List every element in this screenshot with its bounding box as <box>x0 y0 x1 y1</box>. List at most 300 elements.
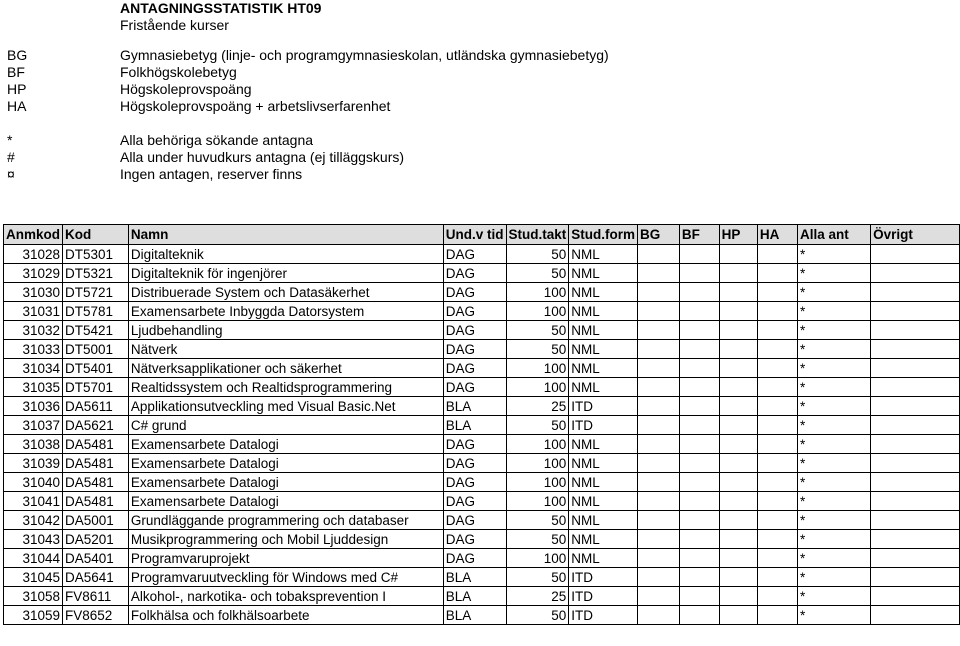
cell-ha <box>757 416 797 435</box>
cell-stud-takt: 100 <box>506 435 569 454</box>
cell-stud-takt: 50 <box>506 511 569 530</box>
cell-alla-ant: * <box>797 587 870 606</box>
cell-ovrigt <box>871 340 960 359</box>
cell-stud-form: NML <box>569 549 638 568</box>
cell-alla-ant: * <box>797 511 870 530</box>
cell-ha <box>757 264 797 283</box>
cell-alla-ant: * <box>797 473 870 492</box>
cell-bg <box>638 492 680 511</box>
cell-stud-form: NML <box>569 340 638 359</box>
cell-kod: FV8611 <box>63 587 129 606</box>
cell-kod: DA5481 <box>63 454 129 473</box>
table-row <box>4 435 960 454</box>
cell-undv-tid: BLA <box>443 587 506 606</box>
cell-undv-tid: DAG <box>443 378 506 397</box>
cell-undv-tid: DAG <box>443 454 506 473</box>
cell-alla-ant: * <box>797 264 870 283</box>
cell-namn: Programvaruprojekt <box>128 549 443 568</box>
cell-kod: DT5701 <box>63 378 129 397</box>
cell-ha <box>757 492 797 511</box>
cell-stud-takt: 50 <box>506 530 569 549</box>
cell-ovrigt <box>871 397 960 416</box>
cell-anmkod: 31039 <box>4 454 63 473</box>
cell-bf <box>679 530 719 549</box>
cell-anmkod: 31038 <box>4 435 63 454</box>
cell-bg <box>638 359 680 378</box>
cell-ovrigt <box>871 283 960 302</box>
cell-alla-ant: * <box>797 492 870 511</box>
legend-desc: Folkhögskolebetyg <box>120 64 237 80</box>
cell-bf <box>679 264 719 283</box>
cell-stud-takt: 50 <box>506 340 569 359</box>
cell-ovrigt <box>871 549 960 568</box>
legend-desc: Ingen antagen, reserver finns <box>120 166 303 182</box>
cell-bf <box>679 473 719 492</box>
page-subtitle: Fristående kurser <box>120 17 229 33</box>
cell-undv-tid: DAG <box>443 302 506 321</box>
cell-anmkod: 31030 <box>4 283 63 302</box>
legend-row <box>0 47 960 64</box>
cell-ovrigt <box>871 587 960 606</box>
cell-kod: DT5001 <box>63 340 129 359</box>
cell-bg <box>638 283 680 302</box>
cell-bg <box>638 264 680 283</box>
legend-row <box>0 149 960 166</box>
cell-stud-takt: 100 <box>506 549 569 568</box>
cell-ha <box>757 340 797 359</box>
cell-ha <box>757 568 797 587</box>
legend-code: * <box>7 132 13 148</box>
cell-stud-takt: 50 <box>506 245 569 264</box>
legend-code: # <box>7 149 15 165</box>
cell-kod: DA5611 <box>63 397 129 416</box>
cell-stud-form: NML <box>569 473 638 492</box>
col-namn-header: Namn <box>128 225 443 245</box>
cell-hp <box>719 302 757 321</box>
cell-kod: DA5621 <box>63 416 129 435</box>
cell-kod: DA5401 <box>63 549 129 568</box>
cell-undv-tid: BLA <box>443 416 506 435</box>
table-row <box>4 530 960 549</box>
cell-kod: DA5481 <box>63 492 129 511</box>
cell-stud-form: NML <box>569 435 638 454</box>
cell-bg <box>638 378 680 397</box>
cell-ovrigt <box>871 378 960 397</box>
cell-bf <box>679 245 719 264</box>
cell-namn: Applikationsutveckling med Visual Basic.Net <box>128 397 443 416</box>
cell-ha <box>757 454 797 473</box>
cell-ovrigt <box>871 359 960 378</box>
cell-namn: C# grund <box>128 416 443 435</box>
cell-stud-takt: 100 <box>506 302 569 321</box>
table-header-row <box>4 225 960 245</box>
cell-anmkod: 31032 <box>4 321 63 340</box>
legend-code: BF <box>7 64 25 80</box>
cell-ovrigt <box>871 606 960 625</box>
cell-undv-tid: BLA <box>443 397 506 416</box>
cell-undv-tid: DAG <box>443 340 506 359</box>
cell-kod: DT5301 <box>63 245 129 264</box>
cell-hp <box>719 587 757 606</box>
table-row <box>4 359 960 378</box>
cell-anmkod: 31033 <box>4 340 63 359</box>
table-row <box>4 302 960 321</box>
cell-stud-form: NML <box>569 264 638 283</box>
cell-namn: Programvaruutveckling för Windows med C# <box>128 568 443 587</box>
cell-alla-ant: * <box>797 302 870 321</box>
cell-bg <box>638 340 680 359</box>
cell-bg <box>638 587 680 606</box>
cell-alla-ant: * <box>797 606 870 625</box>
legend-code: HA <box>7 98 27 114</box>
cell-ovrigt <box>871 245 960 264</box>
table-row <box>4 568 960 587</box>
cell-alla-ant: * <box>797 245 870 264</box>
cell-ha <box>757 245 797 264</box>
cell-undv-tid: BLA <box>443 606 506 625</box>
legend-row <box>0 166 960 183</box>
cell-undv-tid: DAG <box>443 492 506 511</box>
cell-stud-takt: 25 <box>506 587 569 606</box>
col-bg-header: BG <box>638 225 680 245</box>
cell-kod: DT5321 <box>63 264 129 283</box>
cell-stud-form: NML <box>569 530 638 549</box>
cell-hp <box>719 416 757 435</box>
cell-kod: DT5721 <box>63 283 129 302</box>
cell-anmkod: 31031 <box>4 302 63 321</box>
cell-bf <box>679 454 719 473</box>
cell-bf <box>679 416 719 435</box>
cell-stud-form: NML <box>569 359 638 378</box>
cell-bg <box>638 321 680 340</box>
table-row <box>4 340 960 359</box>
cell-bg <box>638 397 680 416</box>
cell-namn: Digitalteknik <box>128 245 443 264</box>
cell-anmkod: 31028 <box>4 245 63 264</box>
cell-alla-ant: * <box>797 359 870 378</box>
cell-kod: DA5641 <box>63 568 129 587</box>
cell-anmkod: 31036 <box>4 397 63 416</box>
cell-stud-form: ITD <box>569 397 638 416</box>
cell-ha <box>757 397 797 416</box>
cell-hp <box>719 378 757 397</box>
table-row <box>4 492 960 511</box>
col-undv-tid-header: Und.v tid <box>443 225 506 245</box>
col-stud-takt-header: Stud.takt <box>506 225 569 245</box>
cell-bg <box>638 416 680 435</box>
cell-undv-tid: BLA <box>443 568 506 587</box>
cell-alla-ant: * <box>797 530 870 549</box>
cell-kod: DA5481 <box>63 435 129 454</box>
cell-anmkod: 31043 <box>4 530 63 549</box>
legend-code: ¤ <box>7 166 15 182</box>
cell-stud-takt: 50 <box>506 264 569 283</box>
cell-stud-takt: 100 <box>506 378 569 397</box>
cell-bf <box>679 511 719 530</box>
cell-ovrigt <box>871 473 960 492</box>
cell-bg <box>638 302 680 321</box>
cell-alla-ant: * <box>797 454 870 473</box>
cell-bf <box>679 378 719 397</box>
cell-kod: DT5421 <box>63 321 129 340</box>
cell-ha <box>757 606 797 625</box>
legend-row <box>0 81 960 98</box>
table-row <box>4 416 960 435</box>
cell-bg <box>638 549 680 568</box>
legend-desc: Högskoleprovspoäng <box>120 81 252 97</box>
col-alla-ant-header: Alla ant <box>797 225 870 245</box>
cell-namn: Examensarbete Datalogi <box>128 492 443 511</box>
legend-basis <box>0 47 960 115</box>
cell-ovrigt <box>871 492 960 511</box>
cell-kod: DT5401 <box>63 359 129 378</box>
cell-stud-takt: 100 <box>506 283 569 302</box>
cell-stud-takt: 50 <box>506 606 569 625</box>
table-row <box>4 549 960 568</box>
cell-namn: Examensarbete Inbyggda Datorsystem <box>128 302 443 321</box>
cell-anmkod: 31035 <box>4 378 63 397</box>
legend-code: BG <box>7 47 28 63</box>
cell-stud-takt: 50 <box>506 416 569 435</box>
cell-ovrigt <box>871 530 960 549</box>
cell-bg <box>638 511 680 530</box>
cell-namn: Examensarbete Datalogi <box>128 435 443 454</box>
cell-bf <box>679 492 719 511</box>
document-header <box>120 0 321 34</box>
table-row <box>4 397 960 416</box>
cell-namn: Examensarbete Datalogi <box>128 473 443 492</box>
cell-hp <box>719 264 757 283</box>
cell-namn: Nätverk <box>128 340 443 359</box>
cell-stud-form: ITD <box>569 587 638 606</box>
cell-bg <box>638 568 680 587</box>
cell-undv-tid: DAG <box>443 530 506 549</box>
cell-bf <box>679 283 719 302</box>
cell-ovrigt <box>871 416 960 435</box>
col-hp-header: HP <box>719 225 757 245</box>
col-kod-header: Kod <box>63 225 129 245</box>
cell-stud-takt: 50 <box>506 568 569 587</box>
cell-hp <box>719 473 757 492</box>
cell-anmkod: 31042 <box>4 511 63 530</box>
cell-anmkod: 31045 <box>4 568 63 587</box>
cell-stud-takt: 100 <box>506 359 569 378</box>
cell-alla-ant: * <box>797 568 870 587</box>
cell-hp <box>719 530 757 549</box>
table-row <box>4 454 960 473</box>
cell-hp <box>719 321 757 340</box>
cell-alla-ant: * <box>797 549 870 568</box>
cell-hp <box>719 340 757 359</box>
cell-hp <box>719 549 757 568</box>
cell-hp <box>719 568 757 587</box>
cell-namn: Realtidssystem och Realtidsprogrammering <box>128 378 443 397</box>
cell-ha <box>757 283 797 302</box>
legend-desc: Högskoleprovspoäng + arbetslivserfarenhet <box>120 98 391 114</box>
cell-stud-form: NML <box>569 492 638 511</box>
legend-row <box>0 132 960 149</box>
cell-kod: DA5201 <box>63 530 129 549</box>
cell-bg <box>638 530 680 549</box>
cell-namn: Nätverksapplikationer och säkerhet <box>128 359 443 378</box>
cell-hp <box>719 245 757 264</box>
cell-undv-tid: DAG <box>443 549 506 568</box>
cell-ha <box>757 359 797 378</box>
cell-hp <box>719 435 757 454</box>
col-bf-header: BF <box>679 225 719 245</box>
cell-ovrigt <box>871 568 960 587</box>
cell-bg <box>638 245 680 264</box>
legend-desc: Alla under huvudkurs antagna (ej tilläggskurs) <box>120 149 405 165</box>
cell-alla-ant: * <box>797 416 870 435</box>
cell-anmkod: 31029 <box>4 264 63 283</box>
table-row <box>4 283 960 302</box>
cell-namn: Digitalteknik för ingenjörer <box>128 264 443 283</box>
cell-hp <box>719 606 757 625</box>
table-body <box>4 245 960 625</box>
cell-hp <box>719 359 757 378</box>
legend-row <box>0 98 960 115</box>
cell-ovrigt <box>871 511 960 530</box>
cell-bf <box>679 397 719 416</box>
legend-symbols <box>0 132 960 183</box>
cell-bg <box>638 435 680 454</box>
table-row <box>4 321 960 340</box>
legend-row <box>0 64 960 81</box>
cell-ha <box>757 378 797 397</box>
cell-alla-ant: * <box>797 397 870 416</box>
cell-bf <box>679 321 719 340</box>
table-row <box>4 264 960 283</box>
cell-bf <box>679 587 719 606</box>
cell-hp <box>719 492 757 511</box>
cell-stud-form: ITD <box>569 416 638 435</box>
legend-desc: Gymnasiebetyg (linje- och programgymnasieskolan, utländska gymnasiebetyg) <box>120 47 609 63</box>
cell-stud-form: NML <box>569 302 638 321</box>
table-row <box>4 606 960 625</box>
cell-bf <box>679 340 719 359</box>
cell-namn: Distribuerade System och Datasäkerhet <box>128 283 443 302</box>
cell-undv-tid: DAG <box>443 359 506 378</box>
cell-stud-takt: 25 <box>506 397 569 416</box>
cell-ha <box>757 473 797 492</box>
cell-alla-ant: * <box>797 378 870 397</box>
cell-ha <box>757 587 797 606</box>
cell-anmkod: 31041 <box>4 492 63 511</box>
cell-stud-form: NML <box>569 454 638 473</box>
cell-stud-takt: 100 <box>506 492 569 511</box>
cell-bg <box>638 454 680 473</box>
cell-ovrigt <box>871 454 960 473</box>
cell-kod: DT5781 <box>63 302 129 321</box>
cell-ovrigt <box>871 321 960 340</box>
cell-alla-ant: * <box>797 340 870 359</box>
cell-bf <box>679 568 719 587</box>
cell-undv-tid: DAG <box>443 264 506 283</box>
table-row <box>4 245 960 264</box>
cell-ovrigt <box>871 264 960 283</box>
legend-desc: Alla behöriga sökande antagna <box>120 132 314 148</box>
cell-namn: Musikprogrammering och Mobil Ljuddesign <box>128 530 443 549</box>
col-anmkod-header: Anmkod <box>4 225 63 245</box>
cell-ovrigt <box>871 435 960 454</box>
col-ha-header: HA <box>757 225 797 245</box>
cell-bf <box>679 302 719 321</box>
page-title: ANTAGNINGSSTATISTIK HT09 <box>120 0 322 16</box>
table-row <box>4 378 960 397</box>
col-ovrigt-header: Övrigt <box>871 225 960 245</box>
cell-namn: Examensarbete Datalogi <box>128 454 443 473</box>
cell-undv-tid: DAG <box>443 435 506 454</box>
cell-anmkod: 31059 <box>4 606 63 625</box>
table-row <box>4 473 960 492</box>
cell-alla-ant: * <box>797 321 870 340</box>
cell-kod: DA5481 <box>63 473 129 492</box>
cell-undv-tid: DAG <box>443 245 506 264</box>
cell-stud-form: NML <box>569 321 638 340</box>
cell-undv-tid: DAG <box>443 473 506 492</box>
cell-anmkod: 31058 <box>4 587 63 606</box>
cell-stud-form: NML <box>569 245 638 264</box>
cell-hp <box>719 283 757 302</box>
cell-bf <box>679 359 719 378</box>
legend-code: HP <box>7 81 27 97</box>
cell-stud-form: NML <box>569 378 638 397</box>
cell-anmkod: 31044 <box>4 549 63 568</box>
cell-hp <box>719 454 757 473</box>
cell-bf <box>679 549 719 568</box>
cell-bf <box>679 435 719 454</box>
admission-table <box>3 224 960 625</box>
cell-undv-tid: DAG <box>443 321 506 340</box>
cell-undv-tid: DAG <box>443 283 506 302</box>
cell-namn: Folkhälsa och folkhälsoarbete <box>128 606 443 625</box>
cell-bg <box>638 606 680 625</box>
cell-stud-form: ITD <box>569 568 638 587</box>
cell-anmkod: 31037 <box>4 416 63 435</box>
cell-stud-takt: 100 <box>506 473 569 492</box>
cell-stud-form: ITD <box>569 606 638 625</box>
cell-kod: FV8652 <box>63 606 129 625</box>
cell-stud-form: NML <box>569 511 638 530</box>
table-row <box>4 511 960 530</box>
cell-anmkod: 31040 <box>4 473 63 492</box>
cell-hp <box>719 511 757 530</box>
cell-ha <box>757 549 797 568</box>
cell-hp <box>719 397 757 416</box>
cell-ovrigt <box>871 302 960 321</box>
cell-ha <box>757 302 797 321</box>
cell-ha <box>757 530 797 549</box>
cell-kod: DA5001 <box>63 511 129 530</box>
cell-stud-takt: 50 <box>506 321 569 340</box>
cell-ha <box>757 435 797 454</box>
cell-anmkod: 31034 <box>4 359 63 378</box>
cell-ha <box>757 511 797 530</box>
cell-undv-tid: DAG <box>443 511 506 530</box>
cell-bg <box>638 473 680 492</box>
cell-namn: Alkohol-, narkotika- och tobaksprevention I <box>128 587 443 606</box>
cell-ha <box>757 321 797 340</box>
cell-alla-ant: * <box>797 283 870 302</box>
cell-bf <box>679 606 719 625</box>
cell-stud-takt: 100 <box>506 454 569 473</box>
table-row <box>4 587 960 606</box>
cell-alla-ant: * <box>797 435 870 454</box>
cell-namn: Grundläggande programmering och databaser <box>128 511 443 530</box>
cell-stud-form: NML <box>569 283 638 302</box>
cell-namn: Ljudbehandling <box>128 321 443 340</box>
